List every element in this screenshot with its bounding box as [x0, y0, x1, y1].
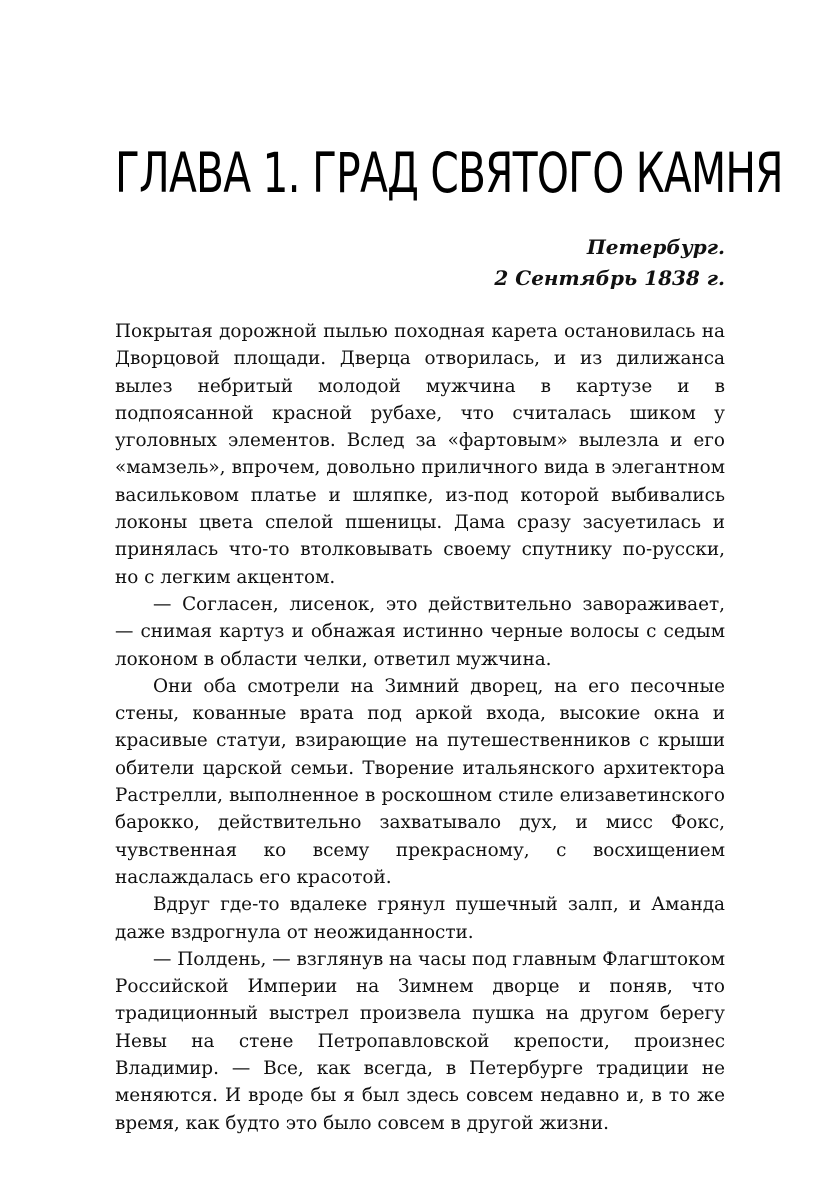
- paragraph: — Полдень, — взглянув на часы под главным Флагштоком Российской Империи на Зимнем дворце и поняв, что традиционный выстрел произвела пушка на другом берегу Невы на стене Петропавловской крепости, произнес Владимир. — Все, как всегда, в Петербурге традиции не меняются. И вроде бы я был здесь совсем недавно и, в то же время, как будто это было совсем в другой жизни.: [115, 948, 725, 1134]
- epigraph-date: 2 Сентябрь 1838 г.: [494, 266, 725, 290]
- paragraph: Вдруг где-то вдалеке грянул пушечный залп, и Аманда даже вздрогнула от неожиданности.: [115, 894, 725, 943]
- paragraph: Покрытая дорожной пылью походная карета остановилась на Дворцовой площади. Дверца отворилась, и из дилижанса вылез небритый молодой мужчина в картузе и в подпоясанной красной рубахе, что считалась шиком у уголовных элементов. Вслед за «фартовым» вылезла и его «мамзель», впрочем, довольно приличного вида в элегантном васильковом платье и шляпке, из-под которой выбивались локоны цвета спелой пшеницы. Дама сразу засуетилась и принялась что-то втолковывать своему спутнику по-русски, но с легким акцентом.: [115, 321, 725, 588]
- paragraph: Они оба смотрели на Зимний дворец, на его песочные стены, кованные врата под аркой входа, высокие окна и красивые статуи, взирающие на путешественников с крыши обители царской семьи. Творение итальянского архитектора Растрелли, выполненное в роскошном стиле елизаветинского барокко, действительно захватывало дух, и мисс Фокс, чувственная ко всему прекрасному, с восхищением наслаждалась его красотой.: [115, 675, 725, 888]
- paragraph: — Согласен, лисенок, это действительно завораживает, — снимая картуз и обнажая истинно черные волосы с седым локоном в области челки, ответил мужчина.: [115, 593, 725, 670]
- chapter-title: ГЛАВА 1. ГРАД СВЯТОГО КАМНЯ: [115, 141, 783, 205]
- epigraph: [115, 232, 725, 294]
- epigraph-place: Петербург.: [586, 235, 725, 259]
- chapter-text: [115, 318, 725, 1137]
